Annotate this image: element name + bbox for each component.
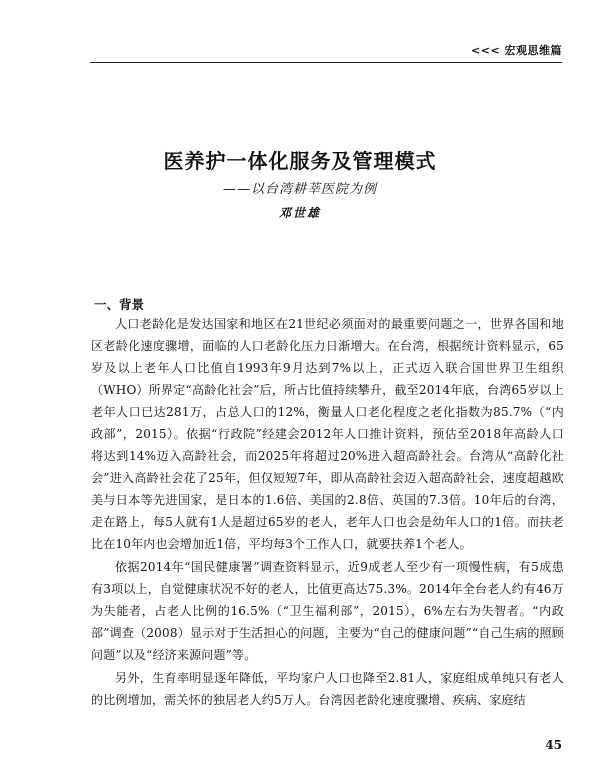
body-paragraph: 另外，生育率明显逐年降低，平均家户人口也降至2.81人，家庭组成单纯只有老人的比例增加，需关怀的独居老人约5万人。台湾因老龄化速度骤增、疾病、家庭结 [91,671,564,707]
body-paragraph: 人口老龄化是发达国家和地区在21世纪必须面对的最重要问题之一，世界各国和地区老龄化速度骤增，面临的人口老龄化压力日渐增大。在台湾，根据统计资料显示，65岁及以上老年人口比值自1993年9月达到7%以上，正式迈入联合国世界卫生组织（WHO）所界定“高龄化社会”后，所占比值持续攀升，截至2014年底，台湾65岁以上老年人口已达281万，占总人口的12%，衡量人口老化程度之老化指数为85.7%（“内政部”，2015）。依据“行政院”经建会2012年人口推计资料，预估至2018年高龄人口将达到14%迈入高龄社会，而2025年将超过20%进入超高龄社会。台湾从“高龄化社会”进入高龄社会花了25年，但仅短短7年，即从高龄社会迈入超高龄社会，速度超越欧美与日本等先进国家，是日本的1.6倍、美国的2.8倍、英国的7.3倍。10年后的台湾，走在路上，每5人就有1人是超过65岁的老人，老年人口也会是幼年人口的1倍。而扶老比在10年内也会增加近1倍，平均每3个工作人口，就要扶养1个老人。 [91,317,564,551]
article-subtitle: ——以台湾耕莘医院为例 [222,182,377,197]
page-number: 45 [545,738,562,752]
running-header: <<< 宏观思维篇 [471,44,562,57]
article-author: 邓世雄 [278,206,321,220]
section-heading: 一、背景 [94,297,145,312]
article-title: 医养护一体化服务及管理模式 [163,149,437,173]
header-rule [90,62,562,63]
article-body [91,313,564,712]
body-paragraph: 依据2014年“国民健康署”调查资料显示，近9成老人至少有一项慢性病，有5成患有3项以上，自觉健康状况不好的老人，比值更高达75.3%。2014年全台老人约有46万为失能者，占老人比例的16.5%（“卫生福利部”，2015），6%左右为失智者。“内政部”调查（2008）显示对于生活担心的问题，主要为“自己的健康问题”“自己生病的照顾问题”以及“经济来源问题”等。 [91,560,564,662]
